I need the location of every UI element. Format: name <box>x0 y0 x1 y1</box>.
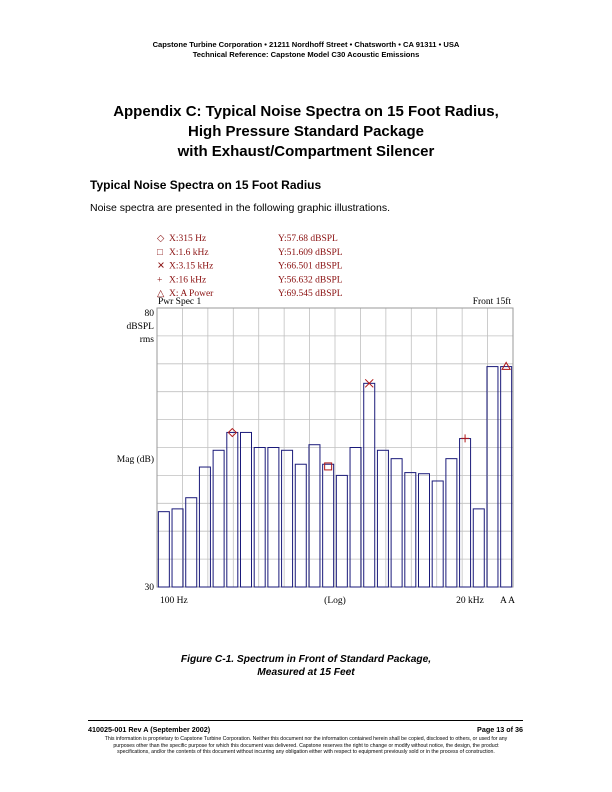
footer-rule <box>88 720 523 721</box>
title-line-2: High Pressure Standard Package <box>188 123 424 140</box>
spectrum-bar <box>501 367 512 587</box>
spectrum-bar <box>473 509 484 587</box>
spectrum-bar <box>309 445 320 587</box>
disclaimer-line-1: This information is proprietary to Capstone Turbine Corporation. Neither this document nor the information contained herein shall be copied, disclosed to others, or used for any <box>104 736 508 742</box>
legend-glyph-square: □ <box>157 247 163 258</box>
spectrum-bar <box>227 432 238 587</box>
legend-x-label: X:3.15 kHz <box>169 261 214 272</box>
title-line-1: Appendix C: Typical Noise Spectra on 15 Foot Radius, <box>113 103 499 120</box>
footer-doc-number: 410025-001 Rev A (September 2002) <box>88 725 211 734</box>
spectrum-bar <box>323 464 334 587</box>
legend-glyph-plus: + <box>157 275 163 286</box>
spectrum-bar <box>158 512 169 587</box>
spectrum-bar <box>254 448 265 588</box>
legend-x-label: X:16 kHz <box>169 275 207 286</box>
legend-y-label: Y:66.501 dBSPL <box>278 261 343 272</box>
x-right-label: 20 kHz <box>456 596 484 606</box>
disclaimer-line-2: purposes other than the specific purpose for which this document was delivered. Capstone reserves the right to change or modify without notice, the design, the product <box>113 742 499 749</box>
spectrum-bar <box>419 474 430 587</box>
legend-x-label: X:1.6 kHz <box>169 247 209 258</box>
spectrum-bar <box>213 450 224 587</box>
caption-line-1: Figure C-1. Spectrum in Front of Standard Package, <box>180 654 432 665</box>
spectrum-bar <box>487 367 498 587</box>
y-unit-label: dBSPL <box>126 322 154 332</box>
y-bottom-label: 30 <box>144 583 154 593</box>
header-reference: Technical Reference: Capstone Model C30 Acoustic Emissions <box>192 50 420 59</box>
spectrum-bar <box>460 439 471 587</box>
spectrum-bar <box>282 450 293 587</box>
legend-y-label: Y:51.609 dBSPL <box>278 247 343 258</box>
spectrum-bar <box>446 459 457 587</box>
disclaimer-line-3: specifications, and/or the contents of this document without incurring any obligation either with respect to equipment previously sold or in the process of construction. <box>117 749 495 756</box>
spectrum-bar <box>186 498 197 587</box>
chart-title: Pwr Spec 1 <box>158 297 202 307</box>
x-left-label: 100 Hz <box>160 596 188 606</box>
spectrum-bar <box>268 448 279 588</box>
legend-x-label: X: A Power <box>169 289 214 300</box>
footer-disclaimer <box>92 736 520 756</box>
spectrum-bar <box>172 509 183 587</box>
legend-x-label: X:315 Hz <box>169 234 207 244</box>
legend-y-label: Y:57.68 dBSPL <box>278 234 338 244</box>
footer-page-number: Page 13 of 36 <box>477 725 523 734</box>
legend-glyph-triangle: △ <box>157 289 165 300</box>
legend-glyph-diamond: ◇ <box>157 234 165 244</box>
spectrum-bar <box>364 383 375 587</box>
spectrum-bar <box>405 473 416 587</box>
legend-glyph-cross: ✕ <box>157 261 165 272</box>
header-address: Capstone Turbine Corporation • 21211 Nordhoff Street • Chatsworth • CA 91311 • USA <box>152 40 460 49</box>
y-unit-rms-label: rms <box>139 335 154 345</box>
marker-triangle <box>502 362 510 369</box>
figure-caption <box>0 653 612 679</box>
title-line-3: with Exhaust/Compartment Silencer <box>177 143 435 160</box>
x-power-labels: A A <box>500 596 516 606</box>
spectrum-bar <box>199 467 210 587</box>
caption-line-2: Measured at 15 Feet <box>257 667 355 678</box>
section-heading: Typical Noise Spectra on 15 Foot Radius <box>90 178 322 192</box>
legend-y-label: Y:69.545 dBSPL <box>278 289 343 300</box>
chart-title-right: Front 15ft <box>472 297 511 307</box>
spectrum-bar <box>391 459 402 587</box>
x-mid-label: (Log) <box>324 596 346 606</box>
spectrum-bar <box>241 432 252 587</box>
intro-text: Noise spectra are presented in the following graphic illustrations. <box>90 202 390 214</box>
legend-y-label: Y:56.632 dBSPL <box>278 275 343 286</box>
spectrum-bar <box>350 448 361 588</box>
spectrum-bar <box>295 464 306 587</box>
spectrum-bar <box>432 481 443 587</box>
y-axis-title: Mag (dB) <box>116 455 154 465</box>
y-top-label: 80 <box>144 309 154 319</box>
spectrum-bar <box>377 450 388 587</box>
